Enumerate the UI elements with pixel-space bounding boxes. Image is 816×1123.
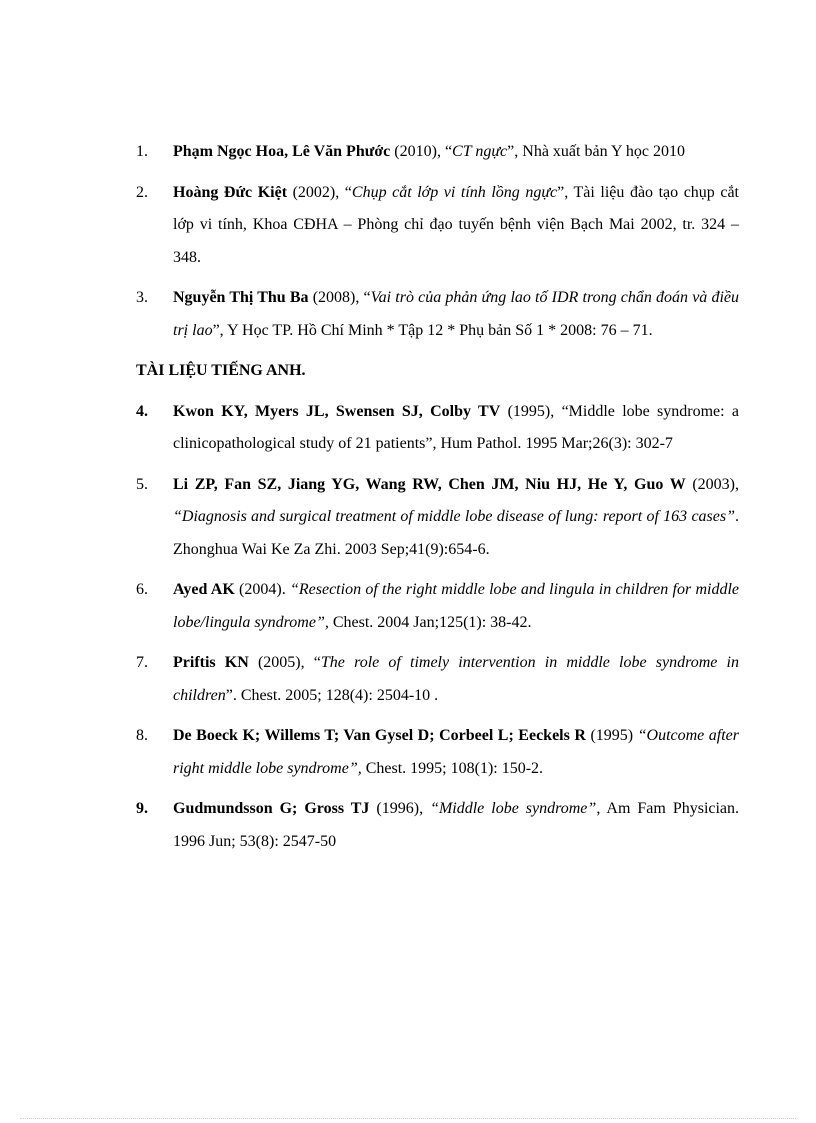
reference-year: (2005), “ [248,654,321,671]
reference-year: (2003), [685,475,740,493]
reference-number: 8. [136,727,148,744]
reference-number: 7. [136,654,148,671]
reference-item [136,177,739,275]
reference-number: 9. [136,800,148,817]
reference-number: 5. [136,475,148,493]
reference-item [136,793,739,858]
reference-title: Vai trò của phản ứng lao tố IDR trong chẩn đoán và điều trị lao [173,289,740,339]
reference-year: (1995) [585,727,638,744]
reference-item [136,574,739,639]
reference-year: (1995), [500,402,562,420]
reference-source: ”, Nhà xuất bản Y học 2010 [507,143,686,160]
reference-source: Chest. 2004 Jan;125(1): 38-42. [328,613,532,631]
reference-year: (1996), [369,800,431,817]
reference-number: 6. [136,581,148,598]
reference-item [136,396,739,461]
reference-number: 1. [136,143,148,160]
reference-year: (2002), “ [287,183,352,201]
reference-title: “Resection of the right middle lobe and lingula in children for middle lobe/lingula syndrome”, [173,581,739,631]
reference-year: (2008), “ [308,289,371,306]
reference-number: 3. [136,289,148,306]
reference-title: “Diagnosis and surgical treatment of middle lobe disease of lung: report of 163 cases” [173,508,735,525]
reference-title: “Outcome after right middle lobe syndrome”, [173,727,739,777]
reference-source: ”, Tài liệu đào tạo chụp cắt lớp vi tính, Khoa CĐHA – Phòng chỉ đạo tuyến bệnh viện Bạch Mai 2002, tr. 324 – 348. [173,183,740,266]
reference-authors: Ayed AK [173,581,235,598]
reference-item [136,136,739,169]
reference-authors: De Boeck K; Willems T; Van Gysel D; Corbeel L; Eeckels R [173,727,586,744]
reference-source: ”. Chest. 2005; 128(4): 2504-10 . [225,686,439,704]
reference-item [136,469,739,567]
reference-title: The role of timely intervention in middle lobe syndrome in children [173,654,739,704]
reference-source: Chest. 1995; 108(1): 150-2. [361,759,544,777]
reference-source: ”, Y Học TP. Hồ Chí Minh * Tập 12 * Phụ bản Số 1 * 2008: 76 – 71. [212,321,653,339]
reference-source: . Zhonghua Wai Ke Za Zhi. 2003 Sep;41(9):654-6. [173,508,739,558]
reference-authors: Kwon KY, Myers JL, Swensen SJ, Colby TV [173,402,501,420]
reference-year: (2010), “ [390,143,453,160]
reference-list [136,136,739,866]
reference-item [136,647,739,712]
section-heading: TÀI LIỆU TIẾNG ANH. [136,362,306,379]
reference-number: 2. [136,183,148,201]
reference-authors: Li ZP, Fan SZ, Jiang YG, Wang RW, Chen JM, Niu HJ, He Y, Guo W [173,475,686,493]
reference-item [136,720,739,785]
reference-year: (2004). [234,581,290,598]
reference-source: “Middle lobe syndrome: a clinicopathological study of 21 patients”, Hum Pathol. 1995 Mar;26(3): 302-7 [173,402,740,452]
reference-title: Chụp cắt lớp vi tính lồng ngực [351,183,558,201]
reference-authors: Priftis KN [173,654,249,671]
reference-title: “Middle lobe syndrome” [430,800,597,817]
reference-item [136,282,739,347]
reference-title: CT ngực [452,143,508,160]
reference-authors: Nguyễn Thị Thu Ba [173,289,309,306]
reference-number: 4. [136,402,148,420]
page-bottom-divider [20,1118,796,1119]
reference-source: , Am Fam Physician. 1996 Jun; 53(8): 2547-50 [173,800,740,850]
reference-authors: Gudmundsson G; Gross TJ [173,800,370,817]
reference-authors: Phạm Ngọc Hoa, Lê Văn Phước [173,143,391,160]
reference-authors: Hoàng Đức Kiệt [173,183,288,201]
